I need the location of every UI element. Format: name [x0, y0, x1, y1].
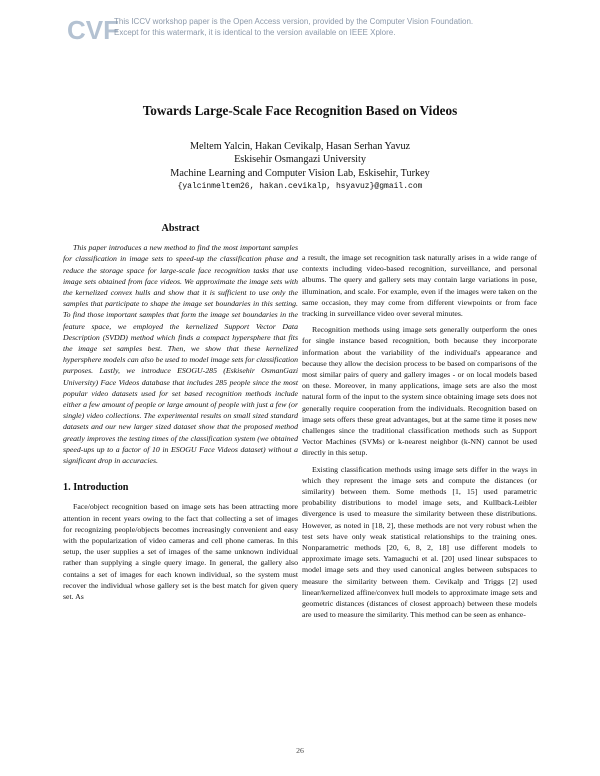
intro-paragraph-3: Existing classification methods using image sets differ in the ways in which they represent the image sets and compute the distances (or similarity) between them. Some methods [1, 15] used parametric probability distributions to model image sets, and Kullback-Leibler divergence is used to measure the similarity between these distributions. However, as noted in [18, 2], these methods are not very robust when the test sets have only weak statistical relationships to the training ones. Nonparametric methods [20, 6, 8, 2, 18] use different models to approximate image sets. Yamaguchi et al. [20] used linear subspaces to model image sets and they used canonical angles between subspaces to measure the similarity between them. Cevikalp and Triggs [2] used linear/kernelized affine/convex hull models to approximate image sets and geometric distances (distances of closest approach) between these models are used to measure the similarity. This method can be seen as enhance-: [302, 464, 537, 620]
paper-title: Towards Large-Scale Face Recognition Based on Videos: [142, 103, 458, 118]
banner-line-1: This ICCV workshop paper is the Open Access version, provided by the Computer Vision Foundation.: [114, 17, 474, 26]
author-emails: {yalcinmeltem26, hakan.cevikalp, hsyavuz}@gmail.com: [177, 182, 423, 192]
abstract-heading: Abstract: [161, 223, 200, 234]
author-names: Meltem Yalcin, Hakan Cevikalp, Hasan Serhan Yavuz: [189, 141, 411, 152]
introduction-heading: 1. Introduction: [63, 482, 129, 494]
intro-paragraph-2: Recognition methods using image sets generally outperform the ones for single instance based recognition, both because they incorporate information about the variability of the individual's appearance and because they allow the decision process to be based on comparisons of the most similar pairs of query and gallery images - or on local models based on these. Moreover, in many applications, image sets are also the most natural form of the input to the system since obtaining image sets does not generally require cooperation from the individuals. Recognition based on image sets offers these great advantages, but at the same time it poses new challenges since the traditional classification methods such as Support Vector Machines (SVMs) or k-nearest neighbor (k-NN) cannot be used directly in this setup.: [302, 325, 537, 458]
abstract-text: This paper introduces a new method to find the most important samples for classification in image sets to speed-up the classification phase and reduce the storage space for large-scale face recognition tasks that use image sets obtained from face videos. We approximate the image sets with the kernelized convex hulls and show that it is sufficient to use only the samples that participate to shape the image set boundaries in this setting. To find those important samples that form the image set boundaries in the feature space, we employed the kernelized Support Vector Data Description (SVDD) method which finds a compact hypersphere that fits the image set samples best. Then, we show that these kernelized hypersphere models can also be used to model image sets for classification purposes. Lastly, we introduce ESOGU-285 (Eskisehir OsmanGazi University) Face Videos database that includes 285 people since the most popular video datasets used for set based recognition methods include either a few amount of people or large amount of people with just a few (or single) video collections. The experimental results on small sized standard datasets and our new larger sized dataset show that the proposed method greatly improves the testing times of the classification system (we obtained speed-ups up to a factor of 10 in ESOGU Face Videos dataset) without a significant drop in accuracies.: [63, 243, 298, 466]
right-column: [302, 252, 537, 626]
left-column: [63, 223, 298, 607]
banner-line-2: Except for this watermark, it is identical to the version available on IEEE Xplore.: [114, 28, 396, 37]
open-access-banner: [114, 16, 554, 38]
cvf-logo-text: CVF: [67, 15, 119, 45]
affiliation-university: Eskisehir Osmangazi University: [234, 154, 366, 166]
author-block: [0, 140, 600, 194]
cvf-logo: [66, 12, 119, 46]
affiliation-lab: Machine Learning and Computer Vision Lab, Eskisehir, Turkey: [170, 167, 430, 179]
intro-paragraph-continued: a result, the image set recognition task naturally arises in a wide range of contexts including video-based recognition, surveillance, and personal albums. The query and gallery sets may contain large variations in pose, illumination, and scale. For example, even if the images were taken on the same occasion, they may come from different viewpoints or from face tracking in surveillance video over several minutes.: [302, 253, 537, 319]
page-number: 26: [296, 746, 304, 755]
introduction-paragraph-1: Face/object recognition based on image sets has been attracting more attention in recent years owing to the fact that collecting a set of images for recognizing people/objects becomes increasingly convenient and easy with the popularization of video cameras and cell phone cameras. In this setup, the user supplies a set of images of the same unknown individual rather than supplying a single query image. In general, the gallery also contains a set of images for each known individual, so the system must recover the individual whose gallery set is the best match for given query set. As: [63, 502, 298, 602]
